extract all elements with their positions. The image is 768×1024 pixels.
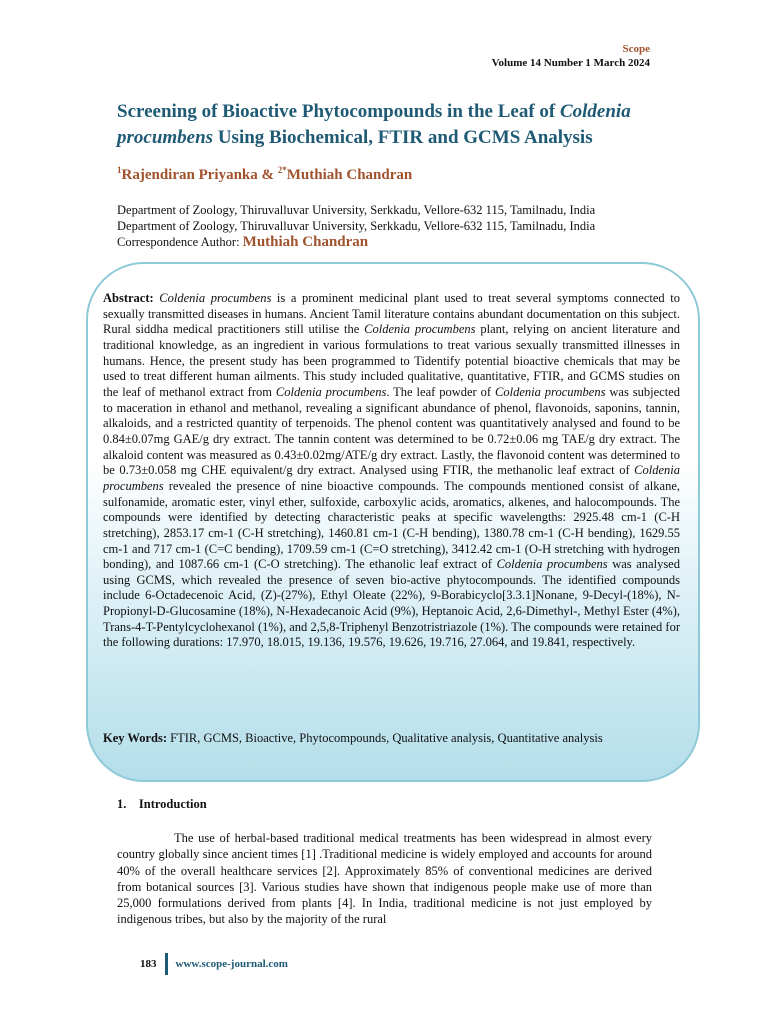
page-number: 183 bbox=[140, 958, 157, 970]
authors bbox=[117, 165, 412, 184]
journal-url[interactable]: www.scope-journal.com bbox=[175, 958, 288, 970]
journal-name: Scope bbox=[622, 43, 650, 55]
author2-affil: 2* bbox=[277, 165, 287, 175]
paper-title bbox=[117, 99, 657, 151]
section-heading-introduction: 1. Introduction bbox=[117, 797, 207, 811]
abstract bbox=[103, 291, 680, 651]
correspondence-name: Muthiah Chandran bbox=[242, 234, 369, 250]
author1-affil: 1 bbox=[117, 165, 122, 175]
keywords-text: FTIR, GCMS, Bioactive, Phytocompounds, Qualitative analysis, Quantitative analysis bbox=[167, 731, 603, 745]
abstract-text-5: revealed the presence of nine bioactive compounds. The compounds mentioned consist of alkane, sulfonamide, aromatic ester, vinyl ether, sulfoxide, carboxylic acids, aromatics, alkenes, and halocompounds. The compounds were identified by detecting characteristic peaks at specific wavelengths: 2925.48 cm-1 (C-H stretching), 2853.17 cm-1 (C-H stretching), 1460.81 cm-1 (C-H bending), 1380.78 cm-1 (C-H bending), 1629.55 cm-1 and 717 cm-1 (C=C bending), 1709.59 cm-1 (C=O stretching), 3412.42 cm-1 (O-H stretching with hydrogen bonding), and 1087.66 cm-1 (C-O stretching). The ethanolic leaf extract of bbox=[103, 478, 680, 572]
title-species: Coldenia procumbens bbox=[117, 101, 631, 148]
author2-name: Muthiah Chandran bbox=[286, 167, 413, 183]
correspondence-label: Correspondence Author: bbox=[117, 235, 243, 249]
affiliations bbox=[117, 202, 595, 250]
title-part2: Using Biochemical, FTIR and GCMS Analysis bbox=[213, 127, 593, 148]
page-footer bbox=[140, 953, 288, 975]
journal-header bbox=[492, 42, 650, 70]
keywords bbox=[103, 730, 680, 746]
title-part1: Screening of Bioactive Phytocompounds in the Leaf of bbox=[117, 101, 560, 122]
abstract-species-4: Coldenia procumbens bbox=[495, 384, 606, 399]
abstract-text-1: is a prominent medicinal plant used to treat several symptoms connected to sexually transmitted diseases in humans. Ancient Tamil literature contains abundant documentation on this subject. Rural siddha medical practitioners still utilise the bbox=[103, 291, 680, 337]
journal-volume: Volume 14 Number 1 March 2024 bbox=[491, 57, 650, 69]
affiliation-2: Department of Zoology, Thiruvalluvar University, Serkkadu, Vellore-632 115, Tamilnadu, India bbox=[117, 219, 596, 233]
abstract-species-5: Coldenia procumbens bbox=[103, 463, 680, 493]
author1-name: Rajendiran Priyanka & bbox=[121, 167, 278, 183]
affiliation-1: Department of Zoology, Thiruvalluvar University, Serkkadu, Vellore-632 115, Tamilnadu, India bbox=[117, 203, 596, 217]
abstract-species-3: Coldenia procumbens bbox=[275, 384, 387, 399]
abstract-species-6: Coldenia procumbens bbox=[496, 557, 608, 572]
introduction-paragraph: The use of herbal-based traditional medical treatments has been widespread in almost every country globally since ancient times [1] .Traditional medicine is widely employed and accounts for around 40% of the overall healthcare services [2]. Approximately 85% of conventional medicines are derived from botanical sources [3]. Various studies have shown that indigenous people make use of more than 25,000 formulations derived from plants [4]. In India, traditional medicine is not just employed by indigenous tribes, but also by the majority of the rural bbox=[117, 831, 652, 927]
footer-divider bbox=[165, 953, 168, 975]
correspondence bbox=[117, 234, 595, 250]
abstract-text-6: was analysed using GCMS, which revealed the presence of seven bio-active phytocompounds. The identified compounds include 6-Octadecenoic Acid, (Z)-(27%), Ethyl Oleate (22%), 9-Borabicyclo[3.3.1]Nonane, 9-Decyl-(18%), N-Propionyl-D-Glucosamine (18%), N-Hexadecanoic Acid (9%), Heptanoic Acid, 2,6-Dimethyl-, Methyl Ester (4%), Trans-4-T-Pentylcyclohexanol (1%), and 2,5,8-Triphenyl Benzotristriazole (1%). The compounds were retained for the following durations: 17.970, 18.015, 19.136, 19.576, 19.626, 19.716, 27.064, and 19.841, respectively. bbox=[103, 557, 680, 650]
abstract-text-4: was subjected to maceration in ethanol and methanol, revealing a significant abundance of phenol, flavonoids, saponins, tannin, alkaloids, and a restricted quantity of terpenoids. The phenol content was quantitatively analysed and found to be 0.84±0.07mg GAE/g dry extract. The tannin content was determined to be 0.72±0.06 mg TAE/g dry extract. The alkaloid content was measured as 0.43±0.02mg/ATE/g dry extract. Lastly, the flavonoid content was determined to be 0.73±0.058 mg CHE equivalent/g dry extract. Analysed using FTIR, the methanolic leaf extract of bbox=[103, 384, 680, 478]
abstract-species-1: Coldenia procumbens bbox=[159, 291, 272, 305]
abstract-text-3: . The leaf powder of bbox=[386, 384, 496, 399]
abstract-label: Abstract: bbox=[103, 291, 154, 305]
abstract-text-2: plant, relying on ancient literature and traditional knowledge, as an ingredient in various formulations to treat various sexually transmitted illnesses in humans. Hence, the present study has been programmed to Tidentify potential bioactive chemicals that may be used to treat different human ailments. This study included qualitative, quantitative, FTIR, and GCMS studies on the leaf of methanol extract from bbox=[103, 322, 680, 399]
keywords-label: Key Words: bbox=[103, 731, 168, 745]
abstract-species-2: Coldenia procumbens bbox=[364, 322, 476, 337]
